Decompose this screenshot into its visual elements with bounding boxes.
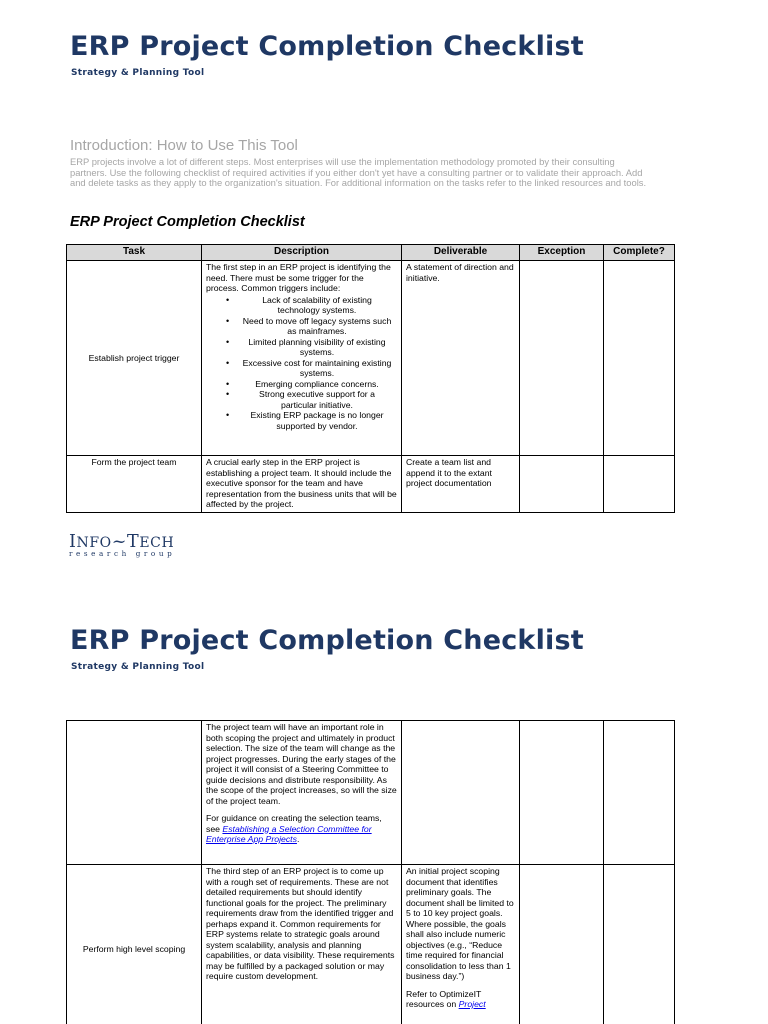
complete-cell[interactable] xyxy=(604,865,675,1024)
intro-heading: Introduction: How to Use This Tool xyxy=(70,137,298,154)
complete-cell[interactable] xyxy=(604,721,675,865)
task-cell: Establish project trigger xyxy=(67,261,202,456)
page-subtitle: Strategy & Planning Tool xyxy=(71,662,205,672)
exception-cell[interactable] xyxy=(520,865,604,1024)
checklist-table xyxy=(66,244,675,513)
page-title: ERP Project Completion Checklist xyxy=(70,625,584,656)
deliverable-cell xyxy=(402,865,520,1024)
intro-body: ERP projects involve a lot of different steps. Most enterprises will use the implementation methodology promoted by their consulting partners. Use the following checklist of required activities if you either don't yet have a consulting partner or to validate their approach. Add and delete tasks as they apply to the organization's situation. For additional information on the tasks refer to the linked resources and tools. xyxy=(70,156,647,189)
description-paragraph: The project team will have an important role in both scoping the project and ultimately in product selection. The size of the team will change as the project progresses. During the early stages of the project it will consist of a Steering Committee to guide decisions and distribute responsibility. As the scope of the project increases, so will the size of the project team. xyxy=(206,722,397,806)
deliverable-paragraph: Refer to OptimizeIT resources on Project xyxy=(406,988,486,1009)
header-description: Description xyxy=(202,245,402,261)
table-row xyxy=(67,261,675,456)
list-item: • Existing ERP package is no longer supported by vendor. xyxy=(206,410,397,431)
page-title: ERP Project Completion Checklist xyxy=(70,31,584,62)
table-header-row xyxy=(67,245,675,261)
list-item: • Excessive cost for maintaining existing systems. xyxy=(206,358,397,379)
list-item: • Lack of scalability of existing technology systems. xyxy=(206,295,397,316)
table-row xyxy=(67,721,675,865)
project-link[interactable]: Project xyxy=(458,999,486,1009)
description-paragraph: For guidance on creating the selection teams, see Establishing a Selection Committee for Enterprise App Projects. xyxy=(206,813,382,844)
deliverable-paragraph: An initial project scoping document that identifies preliminary goals. The document shall be limited to 5 to 10 key project goals. Where possible, the goals shall also include numeric objectives (e.g., “Reduce time required for financial consolidation to less than 1 business day.”) xyxy=(406,866,514,981)
exception-cell[interactable] xyxy=(520,261,604,456)
table-row xyxy=(67,865,675,1024)
complete-cell[interactable] xyxy=(604,261,675,456)
page-subtitle: Strategy & Planning Tool xyxy=(71,68,205,78)
header-complete: Complete? xyxy=(604,245,675,261)
header-deliverable: Deliverable xyxy=(402,245,520,261)
logo-tagline: research group xyxy=(69,549,176,558)
description-cell xyxy=(202,721,402,865)
table-row xyxy=(67,456,675,513)
list-item: • Limited planning visibility of existing systems. xyxy=(206,337,397,358)
checklist-table-continued xyxy=(66,720,675,1024)
deliverable-cell: Create a team list and append it to the extant project documentation xyxy=(402,456,520,513)
logo-wordmark: INFO~TECH xyxy=(69,532,175,552)
selection-committee-link[interactable]: Establishing a Selection Committee for Enterprise App Projects xyxy=(206,823,372,844)
complete-cell[interactable] xyxy=(604,456,675,513)
task-cell xyxy=(67,721,202,865)
description-cell xyxy=(202,261,402,456)
deliverable-cell xyxy=(402,721,520,865)
exception-cell[interactable] xyxy=(520,721,604,865)
header-exception: Exception xyxy=(520,245,604,261)
list-item: • Need to move off legacy systems such as mainframes. xyxy=(206,316,397,337)
description-cell: The third step of an ERP project is to come up with a rough set of requirements. These are not detailed requirements but should identify functional goals for the project. The preliminary requirements draw from the identified trigger and perhaps expand it. Common requirements for ERP systems relate to strategic goals around system scalability, analysis and planning capabilities, or data visibility. These requirements may be fulfilled by a packaged solution or may require custom development. xyxy=(202,865,402,1024)
description-cell: A crucial early step in the ERP project is establishing a project team. It should include the executive sponsor for the team and have representation from the business units that will be affected by the project. xyxy=(202,456,402,513)
task-cell: Perform high level scoping xyxy=(67,865,202,1024)
exception-cell[interactable] xyxy=(520,456,604,513)
section-title: ERP Project Completion Checklist xyxy=(70,214,305,230)
deliverable-cell: A statement of direction and initiative. xyxy=(402,261,520,456)
trigger-list xyxy=(206,295,397,432)
header-task: Task xyxy=(67,245,202,261)
list-item: • Strong executive support for a particular initiative. xyxy=(206,389,397,410)
task-cell: Form the project team xyxy=(67,456,202,513)
description-intro: The first step in an ERP project is identifying the need. There must be some trigger for the process. Common triggers include: xyxy=(206,262,391,293)
info-tech-logo xyxy=(69,532,193,560)
list-item: • Emerging compliance concerns. xyxy=(206,379,397,390)
